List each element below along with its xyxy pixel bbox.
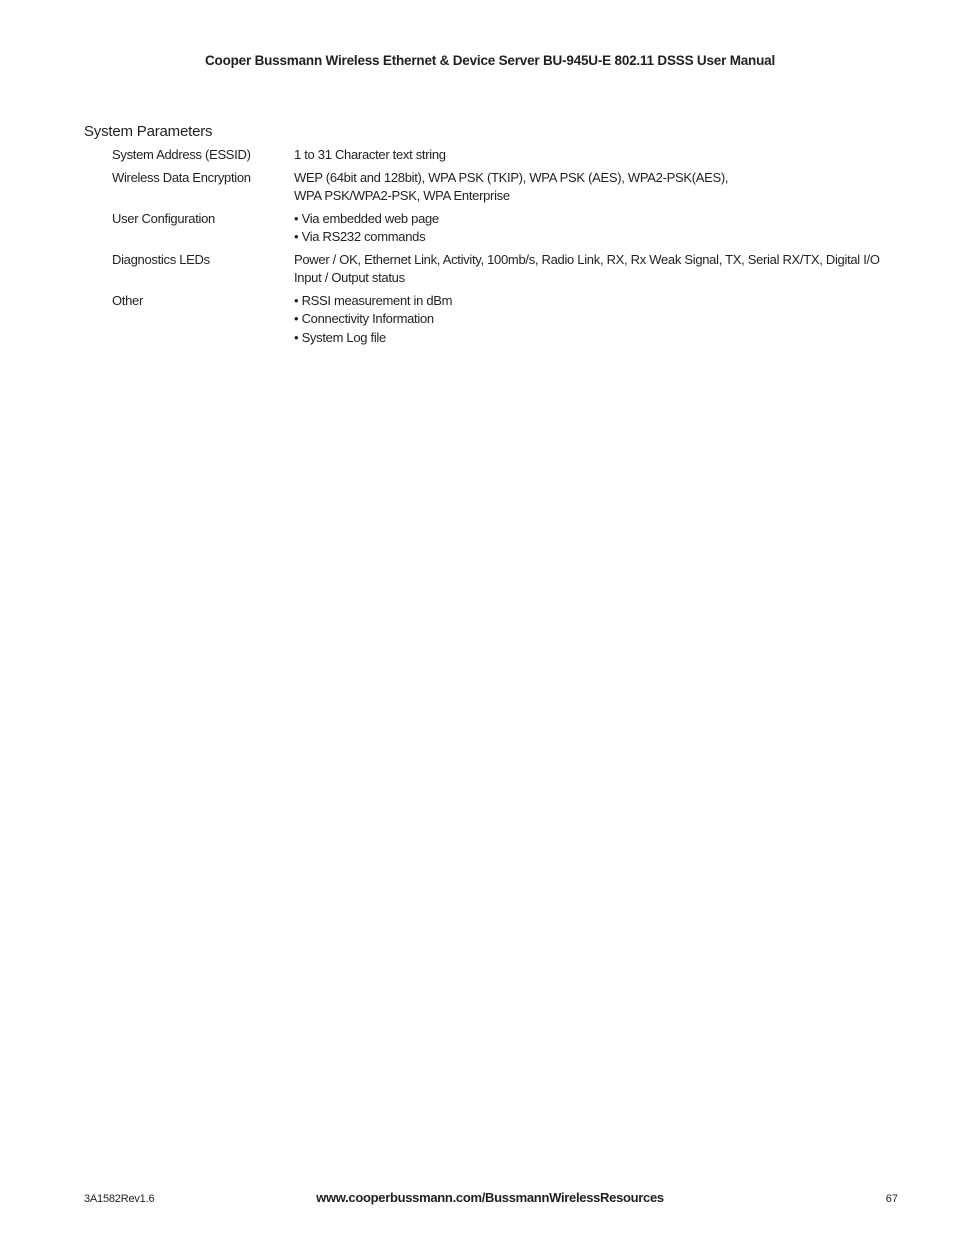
param-value xyxy=(294,169,902,206)
manual-title: Cooper Bussmann Wireless Ethernet & Device Server BU-945U-E 802.11 DSSS User Manual xyxy=(204,53,775,68)
param-value-line: Input / Output status xyxy=(294,270,405,285)
param-value-line: • RSSI measurement in dBm xyxy=(294,292,453,308)
param-label: Diagnostics LEDs xyxy=(112,251,210,267)
param-value-line: • Via RS232 commands xyxy=(294,229,426,244)
param-label: User Configuration xyxy=(112,210,215,226)
footer-url: www.cooperbussmann.com/BussmannWirelessResources xyxy=(316,1190,664,1205)
param-value xyxy=(294,251,902,288)
document-code: 3A1582Rev1.6 xyxy=(84,1193,155,1205)
param-row-user-configuration xyxy=(112,210,902,247)
param-value-line: • Connectivity Information xyxy=(294,311,434,326)
param-row-system-address xyxy=(112,146,902,165)
footer-url-container xyxy=(0,1190,954,1205)
param-value-line: WPA PSK/WPA2-PSK, WPA Enterprise xyxy=(294,188,510,203)
section-heading: System Parameters xyxy=(84,123,213,140)
param-label: Other xyxy=(112,292,144,308)
running-header xyxy=(0,53,954,68)
param-row-other xyxy=(112,292,902,348)
param-row-diagnostics-leds xyxy=(112,251,902,288)
param-value-line: Power / OK, Ethernet Link, Activity, 100mb/s, Radio Link, RX, Rx Weak Signal, TX, Serial RX/TX, Digital I/O xyxy=(294,251,880,267)
param-value-line: WEP (64bit and 128bit), WPA PSK (TKIP), WPA PSK (AES), WPA2-PSK(AES), xyxy=(294,169,729,185)
page-number: 67 xyxy=(885,1193,898,1205)
param-label: System Address (ESSID) xyxy=(112,147,251,162)
param-row-wireless-encryption xyxy=(112,169,902,206)
param-label: Wireless Data Encryption xyxy=(112,169,251,185)
param-value-line: • System Log file xyxy=(294,329,386,345)
param-value xyxy=(294,146,902,165)
param-value xyxy=(294,210,902,247)
system-parameters-table xyxy=(112,146,902,351)
param-value-line: 1 to 31 Character text string xyxy=(294,147,446,162)
param-value-line: • Via embedded web page xyxy=(294,210,439,226)
param-value xyxy=(294,292,902,348)
